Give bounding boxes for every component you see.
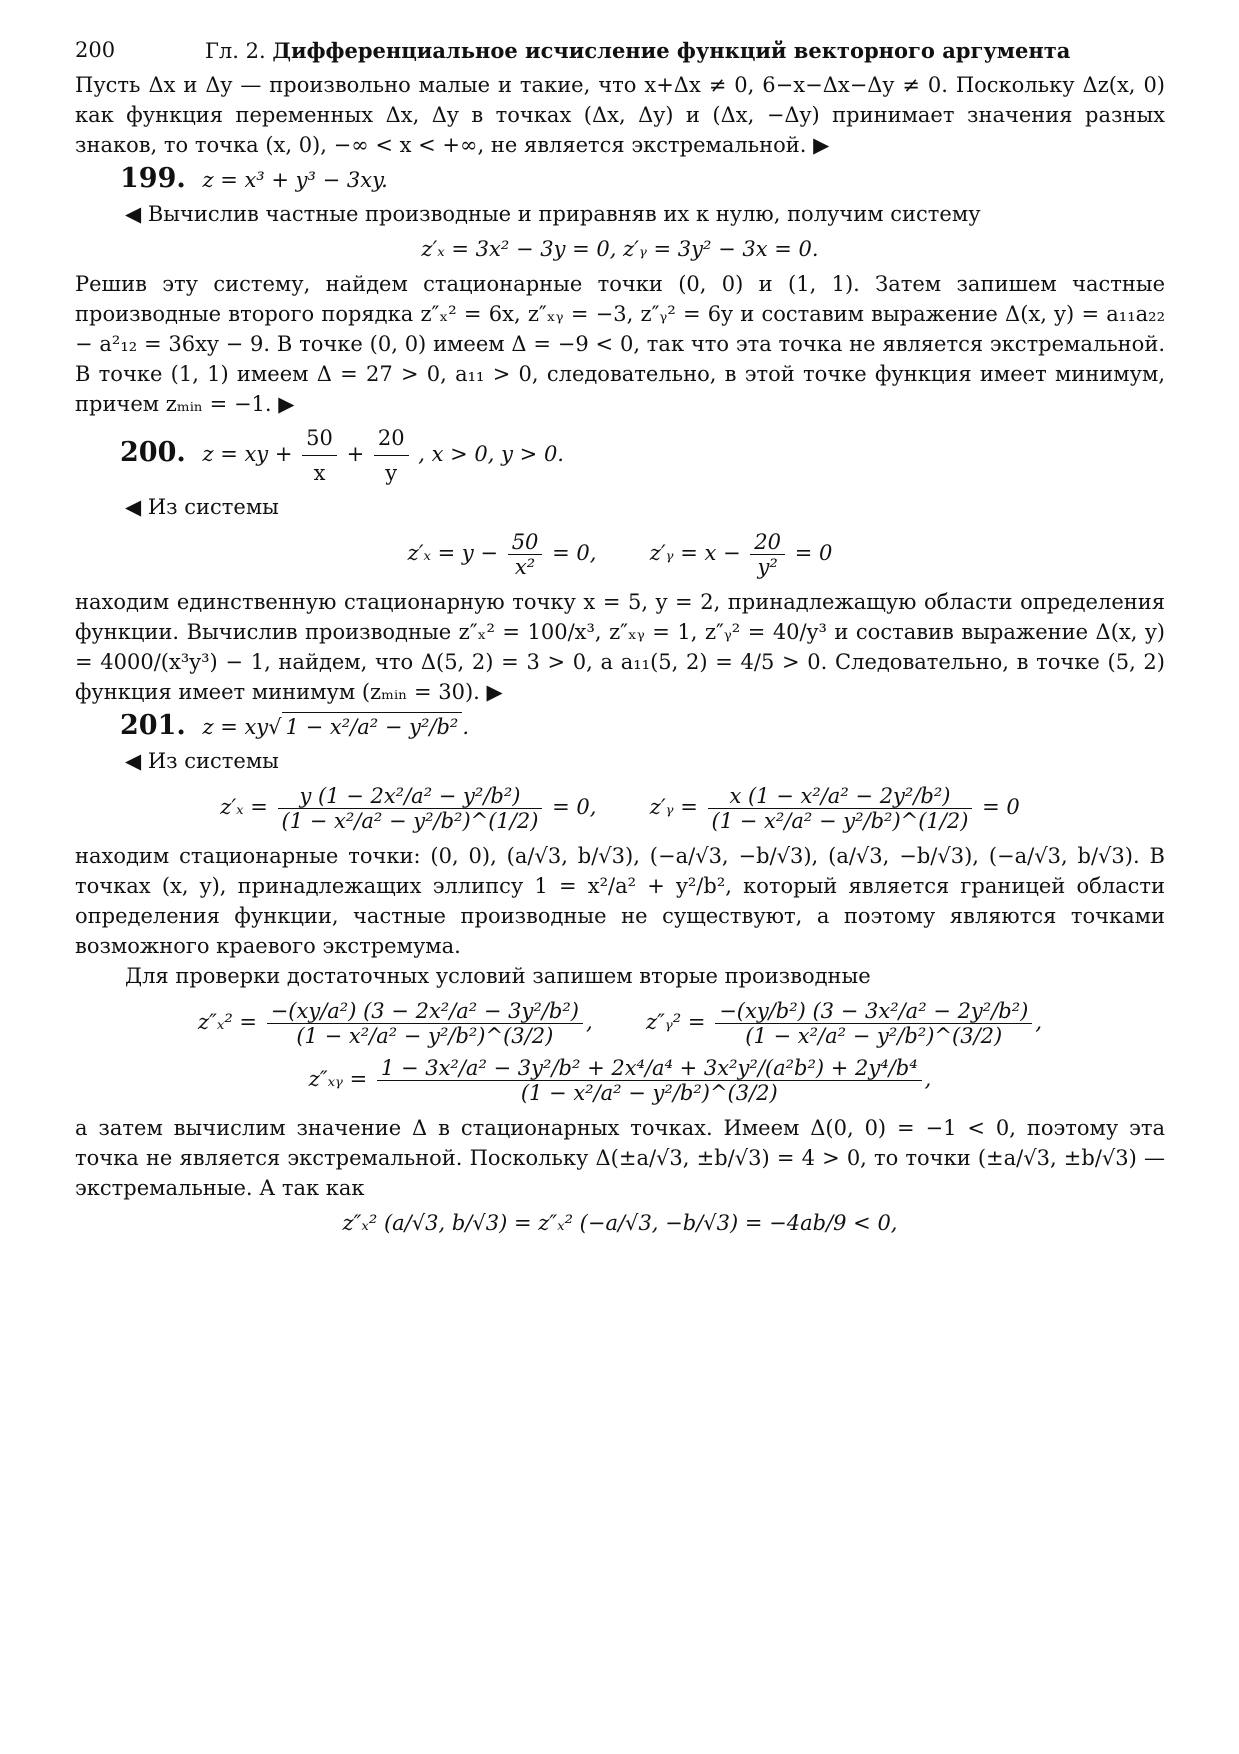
chapter-title: Дифференциальное исчисление функций векторного аргумента xyxy=(272,38,1071,63)
problem-201-lead: ◀ Из системы xyxy=(125,749,279,773)
problem-formula: z = x³ + y³ − 3xy. xyxy=(202,168,388,192)
problem-199-statement xyxy=(120,162,1165,197)
problem-number: 201. xyxy=(120,710,186,741)
problem-199-lead: ◀ Вычислив частные производные и приравняв их к нулю, получим систему xyxy=(125,202,981,226)
fraction: $\frac{\text{x (1 − x²/a² − 2y²/b²)}}{\text{(1 − x²/a² − y²/b²)\textasciicircum{}(1/2)}}$ xyxy=(708,784,973,833)
fraction: $\frac{20}{\text{y²}}$ xyxy=(750,530,785,579)
page xyxy=(75,38,1165,1243)
problem-200-statement: 200. z = xy + $\frac{50}{x}$ + $\frac{20}{y}$ , x > 0, y > 0. xyxy=(120,421,1165,490)
running-header xyxy=(75,38,1165,70)
problem-200-lead: ◀ Из системы xyxy=(125,495,279,519)
problem-201-second-derivatives: z″ₓ² = $\frac{\text{−(xy/a²) (3 − 2x²/a² − 3y²/b²)}}{\text{(1 − x²/a² − y²/b²)\textasciicircum{}(3/2)}}$ , z″ᵧ² = $\frac{\text{−(xy/b²) (3 − 3x²/a² − 2y²/b²)}}{\text{(1 − x²/a² − y²/b²)\textasciicircum{}(3/2)}}$ , xyxy=(197,999,1043,1048)
fraction: $\frac{\text{−(xy/a²) (3 − 2x²/a² − 3y²/b²)}}{\text{(1 − x²/a² − y²/b²)\textasciicircum{}(3/2)}}$ xyxy=(267,999,583,1048)
problem-201-stationary: находим стационарные точки: (0, 0), (a/√3, b/√3), (−a/√3, −b/√3), (a/√3, −b/√3), (−a/√3, b/√3). В точках (x, y), принадлежащих эллипсу 1 = x²/a² + y²/b², который является границей области определения функции, частные производные не существуют, а поэтому являются точками возможного краевого экстремума. xyxy=(75,844,1165,958)
statement-prefix: z = xy + xyxy=(202,442,293,466)
problem-200-solution: находим единственную стационарную точку x = 5, y = 2, принадлежащую области определения функции. Вычислив производные z″ₓ² = 100/x³, z″ₓᵧ = 1, z″ᵧ² = 40/y³ и составив выражение Δ(x, y) = 4000/(x³y³) − 1, найдем, что Δ(5, 2) = 3 > 0, а a₁₁(5, 2) = 4/5 > 0. Следовательно, в точке (5, 2) функция имеет минимум (zₘᵢₙ = 30). ▶ xyxy=(75,590,1165,704)
problem-201-conclusion: а затем вычислим значение Δ в стационарных точках. Имеем Δ(0, 0) = −1 < 0, поэтому эта точка не является экстремальной. Поскольку Δ(±a/√3, ±b/√3) = 4 > 0, то точки (±a/√3, ±b/√3) — экстремальные. А так как xyxy=(75,1116,1165,1200)
intro-paragraph: Пусть Δx и Δy — произвольно малые и такие, что x+Δx ≠ 0, 6−x−Δx−Δy ≠ 0. Поскольку Δz(x, 0) как функция переменных Δx, Δy в точках (Δx, Δy) и (Δx, −Δy) принимает значения разных знаков, то точка (x, 0), −∞ < x < +∞, не является экстремальной. ▶ xyxy=(75,73,1165,157)
fraction: $\frac{50}{\text{x²}}$ xyxy=(508,530,543,579)
problem-201-first-derivatives: z′ₓ = $\frac{\text{y (1 − 2x²/a² − y²/b²)}}{\text{(1 − x²/a² − y²/b²)\textasciicircum{}(1/2)}}$ = 0, z′ᵧ = $\frac{\text{x (1 − x²/a² − 2y²/b²)}}{\text{(1 − x²/a² − y²/b²)\textasciicircum{}(1/2)}}$ = 0 xyxy=(220,784,1020,833)
problem-201-statement: 201. z = xy√ 1 − x²/a² − y²/b² . xyxy=(120,710,469,741)
problem-199-system: z′ₓ = 3x² − 3y = 0, z′ᵧ = 3y² − 3x = 0. xyxy=(421,237,819,261)
problem-201-mixed-derivative: z″ₓᵧ = $\frac{\text{1 − 3x²/a² − 3y²/b² + 2x⁴/a⁴ + 3x²y²/(a²b²) + 2y⁴/b⁴}}{\text{(1 − x²/a² − y²/b²)\textasciicircum{}(3/2)}}$ , xyxy=(308,1056,932,1105)
problem-number: 199. xyxy=(120,163,186,194)
problem-number: 200. xyxy=(120,437,186,468)
page-number: 200 xyxy=(75,38,116,62)
problem-200-system: z′ₓ = y − $\frac{50}{\text{x²}}$ = 0, z′ᵧ = x − $\frac{20}{\text{y²}}$ = 0 xyxy=(407,530,833,579)
problem-201-final-formula: z″ₓ² (a/√3, b/√3) = z″ₓ² (−a/√3, −b/√3) = −4ab/9 < 0, xyxy=(342,1211,898,1235)
statement-prefix: z = xy xyxy=(202,715,269,739)
statement-radicand: 1 − x²/a² − y²/b² xyxy=(282,712,463,739)
fraction: $\frac{\text{y (1 − 2x²/a² − y²/b²)}}{\text{(1 − x²/a² − y²/b²)\textasciicircum{}(1/2)}}$ xyxy=(278,784,543,833)
fraction: $\frac{\text{1 − 3x²/a² − 3y²/b² + 2x⁴/a⁴ + 3x²y²/(a²b²) + 2y⁴/b⁴}}{\text{(1 − x²/a² − y²/b²)\textasciicircum{}(3/2)}}$ xyxy=(377,1056,922,1105)
chapter-label: Гл. 2. xyxy=(205,39,266,63)
fraction: $\frac{\text{−(xy/b²) (3 − 3x²/a² − 2y²/b²)}}{\text{(1 − x²/a² − y²/b²)\textasciicircum{}(3/2)}}$ xyxy=(715,999,1032,1048)
statement-suffix: , x > 0, y > 0. xyxy=(418,442,564,466)
running-title xyxy=(205,38,1070,63)
fraction: $\frac{20}{y}$ xyxy=(374,421,409,490)
problem-199-solution: Решив эту систему, найдем стационарные точки (0, 0) и (1, 1). Затем запишем частные производные второго порядка z″ₓ² = 6x, z″ₓᵧ = −3, z″ᵧ² = 6y и составим выражение Δ(x, y) = a₁₁a₂₂ − a²₁₂ = 36xy − 9. В точке (0, 0) имеем Δ = −9 < 0, так что эта точка не является экстремальной. В точке (1, 1) имеем Δ = 27 > 0, a₁₁ > 0, следовательно, в этой точке функция имеет минимум, причем zₘᵢₙ = −1. ▶ xyxy=(75,272,1165,416)
problem-201-second-lead: Для проверки достаточных условий запишем вторые производные xyxy=(125,964,871,988)
fraction: $\frac{50}{x}$ xyxy=(302,421,337,490)
